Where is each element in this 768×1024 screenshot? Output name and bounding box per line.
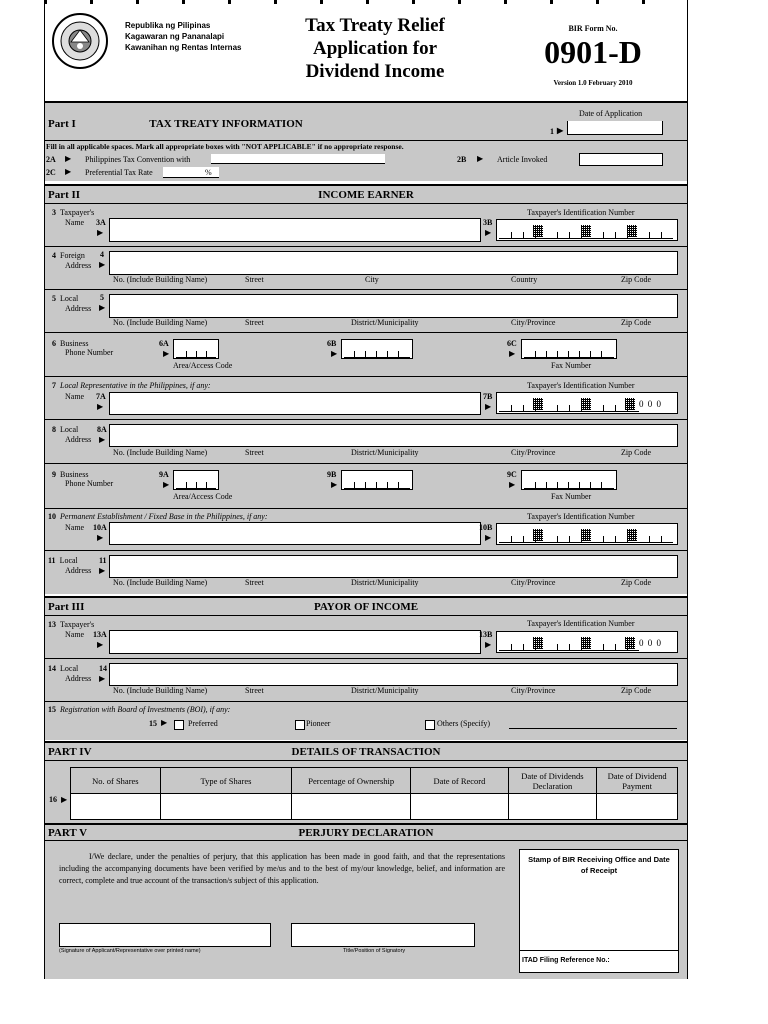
arrow-icon: ▶	[99, 260, 106, 269]
separator-block	[581, 637, 591, 649]
arrow-icon: ▶	[97, 402, 104, 411]
field-label: Taxpayer's	[60, 208, 95, 217]
title-line: Application for	[312, 38, 438, 59]
type-cell[interactable]	[160, 794, 292, 820]
part1-body	[45, 140, 687, 181]
part-label: Part II	[48, 189, 81, 201]
date-label: Date of Application	[579, 109, 643, 118]
item-number: 7B	[483, 392, 493, 401]
field-label: Phone Number	[65, 348, 114, 357]
item-number: 8A	[97, 425, 107, 434]
arrow-icon: ▶	[97, 533, 104, 542]
separator-block	[625, 398, 635, 410]
title-position-field[interactable]	[291, 923, 475, 947]
column-header: Percentage of Ownership	[292, 768, 411, 794]
separator-block	[627, 529, 637, 541]
arrow-icon: ▶	[61, 795, 68, 804]
bir-stamp-box	[519, 849, 679, 973]
percent-sign: %	[205, 168, 212, 177]
fax-9c-field[interactable]	[521, 470, 617, 490]
row-rep-phone	[45, 463, 687, 508]
field-label: Name	[65, 630, 85, 639]
part3-header	[45, 596, 687, 617]
foreign-address-input[interactable]	[109, 251, 678, 275]
pe-address-input[interactable]	[109, 555, 678, 578]
tin-3b-field[interactable]	[496, 219, 678, 241]
declaration-text: I/We declare, under the penalties of perjury, that this application has been made in good faith, and that the representations including the accompanying documents have been verified by me/us and to the best of my/our knowledge, belief, and information are correct, complete and true account of the transaction/s subject of this application.	[59, 852, 505, 885]
item-number: 9A	[159, 470, 169, 479]
pioneer-checkbox[interactable]	[295, 720, 305, 730]
row-local-rep	[45, 376, 687, 419]
others-checkbox[interactable]	[425, 720, 435, 730]
table-header-row	[71, 768, 678, 794]
arrow-icon: ▶	[99, 435, 106, 444]
separator-block	[581, 225, 591, 237]
field-label: Name	[65, 392, 85, 401]
addr-sublabel: City/Province	[511, 578, 556, 587]
arrow-icon: ▶	[161, 718, 168, 727]
arrow-icon: ▶	[485, 402, 492, 411]
field-label: Address	[65, 261, 92, 270]
tin-label: Taxpayer's Identification Number	[527, 381, 635, 390]
item-number: 9C	[507, 470, 517, 479]
field-label: Local	[60, 294, 79, 303]
title-line: Tax Treaty Relief	[305, 15, 445, 36]
field-label: Address	[65, 566, 92, 575]
item-number: 6B	[327, 339, 337, 348]
addr-sublabel: Street	[245, 578, 264, 587]
tin-label: Taxpayer's Identification Number	[527, 208, 635, 217]
shares-cell[interactable]	[71, 794, 161, 820]
part4-header	[45, 741, 687, 762]
addr-sublabel: No. (Include Building Name)	[113, 686, 208, 695]
tin-label: Taxpayer's Identification Number	[527, 512, 635, 521]
row-payor-name	[45, 615, 687, 658]
addr-sublabel: City/Province	[511, 318, 556, 327]
part-title: PAYOR OF INCOME	[313, 601, 419, 613]
addr-sublabel: Street	[245, 275, 264, 284]
arrow-icon: ▶	[509, 480, 516, 489]
date-of-application-field[interactable]	[567, 121, 663, 135]
item-number: 7	[52, 381, 56, 390]
taxpayer-name-input[interactable]	[109, 218, 481, 242]
item-number: 10	[48, 512, 56, 521]
agency-line: Republika ng Pilipinas	[125, 21, 211, 30]
signature-label: (Signature of Applicant/Representative over printed name)	[59, 948, 201, 954]
field-label: Local Representative in the Philippines, if any:	[60, 381, 211, 390]
item-number: 16	[49, 795, 57, 804]
transaction-section	[45, 760, 687, 823]
field-label: Address	[65, 435, 92, 444]
tin-13b-field[interactable]	[496, 631, 678, 653]
row-local-address	[45, 289, 687, 332]
item-number: 4	[52, 251, 56, 260]
arrow-icon: ▶	[557, 126, 564, 135]
row-rep-address	[45, 419, 687, 463]
arrow-icon: ▶	[477, 154, 484, 163]
row-boi	[45, 701, 687, 740]
item-number: 2A	[46, 155, 56, 164]
arrow-icon: ▶	[65, 167, 72, 176]
item-number: 14	[48, 664, 56, 673]
item-number: 9B	[327, 470, 337, 479]
part-title: PERJURY DECLARATION	[298, 827, 434, 839]
area-code-9a-field[interactable]	[173, 470, 219, 490]
item-number: 5	[100, 293, 104, 302]
field-label: Permanent Establishment / Fixed Base in the Philippines, if any:	[60, 512, 268, 521]
arrow-icon: ▶	[65, 154, 72, 163]
title-line: Dividend Income	[305, 61, 445, 82]
field-label: Foreign	[60, 251, 85, 260]
field-label: Name	[65, 523, 85, 532]
article-invoked-field[interactable]	[579, 153, 663, 166]
addr-sublabel: Street	[245, 318, 264, 327]
item-number: 13B	[479, 630, 493, 639]
column-header: Date of Dividend Payment	[597, 768, 678, 794]
addr-sublabel: Zip Code	[621, 578, 651, 587]
column-header: Date of Dividends Declaration	[508, 768, 597, 794]
field-label: Business	[60, 339, 89, 348]
addr-sublabel: District/Municipality	[351, 578, 419, 587]
tin-label: Taxpayer's Identification Number	[527, 619, 635, 628]
separator-block	[533, 529, 543, 541]
item-number: 10A	[93, 523, 107, 532]
item-number: 3B	[483, 218, 493, 227]
addr-sublabel: District/Municipality	[351, 318, 419, 327]
item-number: 13	[48, 620, 56, 629]
instructions: Fill in all applicable spaces. Mark all appropriate boxes with "NOT APPLICABLE" if no appropriate response.	[46, 142, 404, 151]
item-number: 6	[52, 339, 56, 348]
addr-sublabel: Zip Code	[621, 275, 651, 284]
arrow-icon: ▶	[485, 228, 492, 237]
separator-block	[625, 637, 635, 649]
addr-sublabel: No. (Include Building Name)	[113, 578, 208, 587]
part2-header	[45, 184, 687, 205]
divider	[520, 950, 678, 951]
agency-line: Kagawaran ng Pananalapi	[125, 32, 225, 41]
convention-country-field[interactable]	[211, 154, 385, 164]
article-label: Article Invoked	[497, 155, 548, 164]
fax-6c-field[interactable]	[521, 339, 617, 359]
phone-6b-field[interactable]	[341, 339, 413, 359]
field-label: Taxpayer's	[60, 620, 95, 629]
ownership-cell[interactable]	[292, 794, 411, 820]
item-number: 14	[99, 664, 107, 673]
addr-sublabel: City	[365, 275, 379, 284]
checkbox-label: Preferred	[188, 719, 218, 728]
arrow-icon: ▶	[99, 674, 106, 683]
pe-name-input[interactable]	[109, 522, 481, 545]
fax-label: Fax Number	[551, 492, 592, 501]
field-label: Local	[59, 556, 78, 565]
item-number: 6C	[507, 339, 517, 348]
item-number: 5	[52, 294, 56, 303]
separator-block	[627, 225, 637, 237]
item-number: 1	[550, 127, 554, 136]
perjury-section	[45, 840, 687, 979]
tin-10b-field[interactable]	[496, 523, 678, 545]
form-title	[275, 14, 475, 83]
arrow-icon: ▶	[331, 349, 338, 358]
field-label: Phone Number	[65, 479, 114, 488]
form-label: BIR Form No.	[568, 24, 618, 33]
field-label: Business	[60, 470, 89, 479]
addr-sublabel: District/Municipality	[351, 448, 419, 457]
area-code-6a-field[interactable]	[173, 339, 219, 359]
record-date-cell[interactable]	[411, 794, 508, 820]
field-label: Address	[65, 304, 92, 313]
checkbox-label: Pioneer	[306, 719, 331, 728]
arrow-icon: ▶	[485, 640, 492, 649]
item-number: 7A	[96, 392, 106, 401]
row-permanent-establishment	[45, 508, 687, 550]
item-number: 4	[100, 250, 104, 259]
rep-name-input[interactable]	[109, 392, 481, 415]
payor-name-input[interactable]	[109, 630, 481, 654]
column-header: Date of Record	[411, 768, 508, 794]
form-number: 0901-D	[544, 34, 642, 70]
part1-header	[45, 101, 687, 142]
separator-block	[533, 225, 543, 237]
arrow-icon: ▶	[99, 566, 106, 575]
arrow-icon: ▶	[163, 480, 170, 489]
addr-sublabel: City/Province	[511, 686, 556, 695]
item-number: 8	[52, 425, 56, 434]
row-phone	[45, 332, 687, 376]
addr-sublabel: Street	[245, 686, 264, 695]
payor-address-input[interactable]	[109, 663, 678, 686]
part-label: PART V	[48, 827, 88, 839]
item-number: 10B	[479, 523, 493, 532]
phone-9b-field[interactable]	[341, 470, 413, 490]
item-number: 2B	[457, 155, 467, 164]
itad-label: ITAD Filing Reference No.:	[522, 957, 610, 964]
checkbox-label: Others (Specify)	[437, 719, 491, 728]
convention-label: Philippines Tax Convention with	[85, 155, 191, 164]
arrow-icon: ▶	[99, 303, 106, 312]
local-address-input[interactable]	[109, 294, 678, 318]
separator-block	[533, 637, 543, 649]
others-specify-field[interactable]	[509, 728, 677, 729]
row-foreign-address	[45, 246, 687, 289]
rep-address-input[interactable]	[109, 424, 678, 447]
arrow-icon: ▶	[97, 228, 104, 237]
payment-date-cell[interactable]	[597, 794, 678, 820]
tin-suffix: 0 0 0	[639, 399, 662, 409]
part-title: INCOME EARNER	[318, 189, 414, 201]
rate-label: Preferential Tax Rate	[85, 168, 153, 177]
item-number: 6A	[159, 339, 169, 348]
item-number: 15	[48, 705, 56, 714]
item-number: 15	[149, 719, 157, 728]
transaction-table	[70, 767, 678, 820]
addr-sublabel: Zip Code	[621, 318, 651, 327]
tin-7b-field[interactable]	[496, 392, 678, 414]
preferred-checkbox[interactable]	[174, 720, 184, 730]
item-number: 11	[99, 556, 107, 565]
fax-label: Fax Number	[551, 361, 592, 370]
field-label: Address	[65, 674, 92, 683]
field-label: Name	[65, 218, 85, 227]
row-pe-address	[45, 550, 687, 594]
item-number: 11	[48, 556, 56, 565]
tin-suffix: 0 0 0	[639, 638, 662, 648]
column-header: No. of Shares	[71, 768, 161, 794]
part-label: Part I	[48, 118, 76, 130]
arrow-icon: ▶	[485, 533, 492, 542]
bir-form-0901d	[44, 0, 688, 979]
addr-sublabel: No. (Include Building Name)	[113, 448, 208, 457]
bir-seal-icon	[51, 12, 109, 70]
area-code-label: Area/Access Code	[173, 492, 233, 501]
item-number: 2C	[46, 168, 56, 177]
form-version: Version 1.0 February 2010	[553, 79, 633, 87]
field-label: Registration with Board of Investments (BOI), if any:	[60, 705, 231, 714]
declaration-date-cell[interactable]	[508, 794, 597, 820]
separator-block	[581, 398, 591, 410]
addr-sublabel: No. (Include Building Name)	[113, 275, 208, 284]
separator-block	[581, 529, 591, 541]
arrow-icon: ▶	[331, 480, 338, 489]
stamp-label: Stamp of BIR Receiving Office and Date of Receipt	[528, 855, 670, 875]
column-header: Type of Shares	[160, 768, 292, 794]
part-title: TAX TREATY INFORMATION	[149, 118, 303, 130]
item-number: 3	[52, 208, 56, 217]
addr-sublabel: District/Municipality	[351, 686, 419, 695]
area-code-label: Area/Access Code	[173, 361, 233, 370]
item-number: 9	[52, 470, 56, 479]
table-row	[71, 794, 678, 820]
agency-line: Kawanihan ng Rentas Internas	[125, 43, 242, 52]
row-payor-address	[45, 658, 687, 701]
part-label: Part III	[48, 601, 85, 613]
arrow-icon: ▶	[163, 349, 170, 358]
separator-block	[533, 398, 543, 410]
part-title: DETAILS OF TRANSACTION	[291, 746, 441, 758]
part-label: PART IV	[48, 746, 92, 758]
field-label: Local	[60, 664, 79, 673]
signature-field[interactable]	[59, 923, 271, 947]
addr-sublabel: Street	[245, 448, 264, 457]
field-label: Local	[60, 425, 79, 434]
arrow-icon: ▶	[97, 640, 104, 649]
addr-sublabel: City/Province	[511, 448, 556, 457]
row-taxpayer-name	[45, 203, 687, 246]
arrow-icon: ▶	[509, 349, 516, 358]
addr-sublabel: No. (Include Building Name)	[113, 318, 208, 327]
addr-sublabel: Zip Code	[621, 448, 651, 457]
agency-block	[125, 20, 241, 53]
item-number: 13A	[93, 630, 107, 639]
item-number: 3A	[96, 218, 106, 227]
title-position-label: Title/Position of Signatory	[343, 948, 406, 954]
addr-sublabel: Country	[511, 275, 538, 284]
addr-sublabel: Zip Code	[621, 686, 651, 695]
